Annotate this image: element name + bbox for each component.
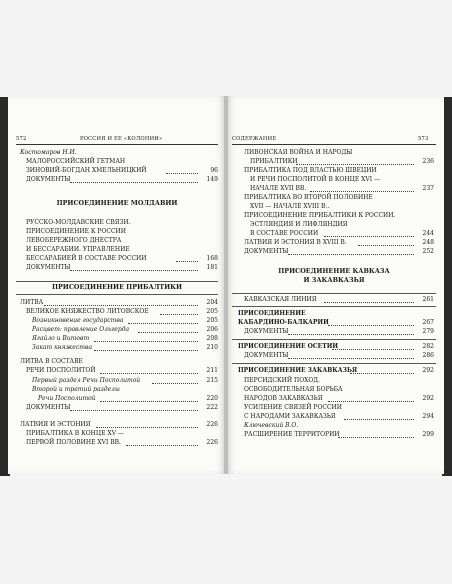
toc-entry: Костомаров Н.И. (20, 149, 77, 156)
leader-dots (350, 373, 414, 374)
section-title: ПРИСОЕДИНЕНИЕ КАВКАЗА (278, 267, 390, 275)
leader-dots (70, 182, 198, 183)
toc-entry: ДОКУМЕНТЫ (244, 248, 289, 255)
leader-dots (70, 270, 198, 271)
toc-entry: И РЕЧИ ПОСПОЛИТОЙ В КОНЦЕ XVI — (250, 176, 381, 183)
leader-dots (96, 427, 198, 428)
leader-dots (100, 401, 198, 402)
leader-dots (126, 445, 198, 446)
leader-dots (310, 191, 414, 192)
leader-dots (288, 334, 414, 335)
toc-entry: ЛЕВОБЕРЕЖНОГО ДНЕСТРА (26, 237, 122, 244)
leader-dots (332, 349, 414, 350)
toc-entry: ЛАТВИЯ И ЭСТОНИЯ В XVIII В. (244, 239, 347, 246)
toc-entry: НАРОДОВ ЗАКАВКАЗЬЯ (244, 395, 323, 402)
section-rule (16, 281, 218, 282)
leader-dots (176, 261, 198, 262)
section-title: ПРИСОЕДИНЕНИЕ ПРИБАЛТИКИ (51, 283, 183, 291)
leader-dots (160, 314, 198, 315)
toc-entry: ПРИСОЕДИНЕНИЕ (238, 310, 306, 317)
toc-page-number: 205 (206, 308, 218, 315)
toc-page-number: 226 (206, 421, 218, 428)
toc-entry: И БЕССАРАБИИ. УПРАВЛЕНИЕ (26, 246, 130, 253)
running-head-right: СОДЕРЖАНИЕ (232, 136, 277, 142)
toc-page-number: 292 (422, 395, 434, 402)
leader-dots (94, 341, 198, 342)
toc-entry: ЗИНОВИЙ-БОГДАН ХМЕЛЬНИЦКИЙ (26, 167, 147, 174)
toc-page-number: 294 (422, 413, 434, 420)
toc-entry: РУССКО-МОЛДАВСКИЕ СВЯЗИ. (26, 219, 131, 226)
section-rule (232, 363, 436, 364)
toc-entry: Расцвет: правление Ольгерда (32, 326, 130, 333)
toc-entry: КАВКАЗСКАЯ ЛИНИЯ (244, 296, 317, 303)
toc-page-number: 286 (422, 352, 434, 359)
toc-page-number: 211 (206, 367, 218, 374)
left-page (8, 96, 226, 474)
toc-entry: ПРИСОЕДИНЕНИЕ ОСЕТИИ (238, 343, 339, 350)
leader-dots (338, 437, 414, 438)
toc-page-number: 236 (422, 158, 434, 165)
toc-page-number: 252 (422, 248, 434, 255)
toc-entry: Возникновение государства (32, 317, 124, 324)
toc-entry: Второй и третий разделы (32, 386, 120, 393)
right-page (226, 96, 444, 474)
toc-entry: ДОКУМЕНТЫ (26, 264, 71, 271)
section-title-line2: И ЗАКАВКАЗЬЯ (303, 276, 365, 284)
toc-page-number: 261 (422, 296, 434, 303)
toc-page-number: 208 (206, 335, 218, 342)
leader-dots (328, 325, 414, 326)
toc-page-number: 168 (206, 255, 218, 262)
leader-dots (288, 358, 414, 359)
toc-entry: ДОКУМЕНТЫ (244, 352, 289, 359)
toc-page-number: 292 (422, 367, 434, 374)
toc-entry: ПРИБАЛТИКА ПОД ВЛАСТЬЮ ШВЕЦИИ (244, 167, 377, 174)
toc-entry: РЕЧИ ПОСПОЛИТОЙ (26, 367, 96, 374)
toc-page-number: 248 (422, 239, 434, 246)
toc-page-number: 210 (206, 344, 218, 351)
toc-page-number: 206 (206, 326, 218, 333)
toc-entry: Ключевский В.О. (244, 422, 299, 429)
toc-page-number: 149 (206, 176, 218, 183)
toc-entry: ПЕРСИДСКИЙ ПОХОД. (244, 377, 321, 384)
leader-dots (94, 350, 198, 351)
toc-page-number: 181 (206, 264, 218, 271)
toc-page-number: 244 (422, 230, 434, 237)
toc-entry: МАЛОРОССИЙСКИЙ ГЕТМАН (26, 158, 126, 165)
toc-page-number: 220 (206, 395, 218, 402)
toc-entry: ДОКУМЕНТЫ (26, 176, 71, 183)
leader-dots (70, 410, 198, 411)
toc-page-number: 282 (422, 343, 434, 350)
leader-dots (152, 383, 198, 384)
toc-entry: ПРИСОЕДИНЕНИЕ К РОССИИ (26, 228, 127, 235)
leader-dots (324, 236, 414, 237)
toc-page-number: 237 (422, 185, 434, 192)
toc-entry: XVII — НАЧАЛЕ XVIII В.. (250, 203, 330, 210)
toc-entry: ЛИВОНСКАЯ ВОЙНА И НАРОДЫ (244, 149, 353, 156)
section-title: ПРИСОЕДИНЕНИЕ МОЛДАВИИ (56, 199, 178, 207)
running-head-left: РОССИЯ И ЕЕ «КОЛОНИИ» (80, 136, 163, 142)
toc-entry: С НАРОДАМИ ЗАКАВКАЗЬЯ (244, 413, 336, 420)
toc-entry: ДОКУМЕНТЫ (244, 328, 289, 335)
toc-page-number: 205 (206, 317, 218, 324)
toc-entry: ПЕРВОЙ ПОЛОВИНЕ XVI ВВ. (26, 439, 121, 446)
leader-dots (328, 401, 414, 402)
toc-entry: ДОКУМЕНТЫ (26, 404, 71, 411)
toc-entry: ПРИСОЕДИНЕНИЕ ПРИБАЛТИКИ К РОССИИ. (244, 212, 396, 219)
toc-entry: ЛИТВА В СОСТАВЕ (20, 358, 83, 365)
toc-entry: ЛИТВА (20, 299, 44, 306)
toc-page-number: 204 (206, 299, 218, 306)
toc-page-number: 215 (206, 377, 218, 384)
section-rule (232, 293, 436, 294)
toc-entry: БЕССАРАБИЕЙ В СОСТАВЕ РОССИИ (26, 255, 147, 262)
leader-dots (44, 305, 198, 306)
page-number-left: 572 (16, 136, 27, 142)
toc-entry: Первый раздел Речи Посполитой (32, 377, 141, 384)
toc-page-number: 267 (422, 319, 434, 326)
toc-entry: ПРИСОЕДИНЕНИЕ ЗАКАВКАЗЬЯ (238, 367, 358, 374)
toc-entry: ПРИБАЛТИКА В КОНЦЕ XV — (26, 430, 124, 437)
toc-page-number: 222 (206, 404, 218, 411)
toc-entry: ПРИБАЛТИКА ВО ВТОРОЙ ПОЛОВИНЕ (244, 194, 373, 201)
leader-dots (128, 323, 198, 324)
leader-dots (100, 373, 198, 374)
toc-page-number: 226 (206, 439, 218, 446)
section-rule (16, 294, 218, 295)
header-rule-right (232, 144, 436, 145)
leader-dots (166, 173, 198, 174)
leader-dots (288, 254, 414, 255)
toc-entry: Речи Посполитой (38, 395, 96, 402)
toc-entry: РАСШИРЕНИЕ ТЕРРИТОРИИ (244, 431, 340, 438)
book-spine-fold (224, 96, 228, 474)
toc-entry: ОСВОБОДИТЕЛЬНАЯ БОРЬБА (244, 386, 343, 393)
header-rule-left (16, 144, 218, 145)
leader-dots (344, 419, 414, 420)
leader-dots (324, 302, 414, 303)
toc-entry: Ягайло и Витовт (32, 335, 90, 342)
section-rule (232, 339, 436, 340)
toc-page-number: 279 (422, 328, 434, 335)
leader-dots (138, 332, 198, 333)
toc-page-number: 299 (422, 431, 434, 438)
toc-entry: В СОСТАВЕ РОССИИ (250, 230, 319, 237)
toc-entry: ЭСТЛЯНДИЯ И ЛИФЛЯНДИЯ (250, 221, 348, 228)
leader-dots (358, 245, 414, 246)
leader-dots (296, 164, 414, 165)
toc-entry: ПРИБАЛТИКИ (250, 158, 298, 165)
page-number-right: 573 (418, 136, 429, 142)
toc-entry: НАЧАЛЕ XVII ВВ. (250, 185, 307, 192)
toc-entry: ВЕЛИКОЕ КНЯЖЕСТВО ЛИТОВСКОЕ (26, 308, 149, 315)
toc-entry: ЛАТВИЯ И ЭСТОНИЯ (20, 421, 91, 428)
toc-page-number: 96 (210, 167, 218, 174)
toc-entry: Закат княжества (32, 344, 93, 351)
toc-entry: КАБАРДИНО-БАЛКАРИИ (238, 319, 329, 326)
toc-entry: УСИЛЕНИЕ СВЯЗЕЙ РОССИИ (244, 404, 343, 411)
section-rule (232, 306, 436, 307)
